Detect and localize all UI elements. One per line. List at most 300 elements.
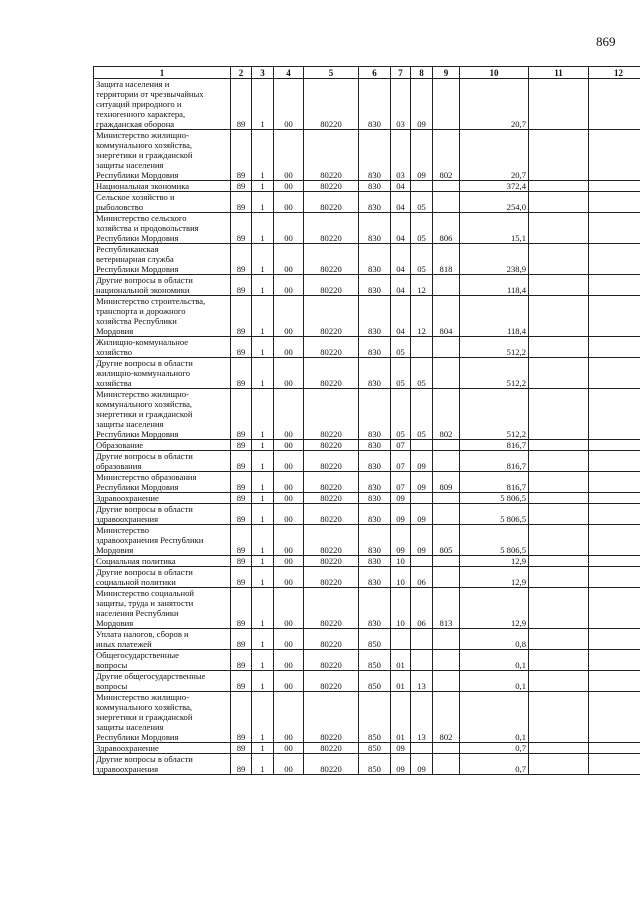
cell-c7: 04 <box>391 244 411 275</box>
empty-cell-c11 <box>529 244 589 275</box>
column-header-9: 9 <box>433 67 460 79</box>
amount-cell: 5 806,5 <box>460 493 529 504</box>
cell-c2: 89 <box>231 671 252 692</box>
cell-c9 <box>433 493 460 504</box>
cell-c6: 830 <box>359 588 391 629</box>
row-name-cell <box>94 181 231 192</box>
empty-cell-c12 <box>589 629 640 650</box>
cell-c8: 13 <box>411 692 433 743</box>
table-row <box>94 296 640 337</box>
row-name-line: Министерство <box>96 525 149 535</box>
cell-c3: 1 <box>252 525 274 556</box>
empty-cell-c11 <box>529 472 589 493</box>
table-row <box>94 754 640 775</box>
cell-c4: 00 <box>274 567 304 588</box>
cell-c7 <box>391 629 411 650</box>
cell-c4: 00 <box>274 192 304 213</box>
row-name-line: Республики Мордовия <box>96 170 179 180</box>
cell-c7: 10 <box>391 588 411 629</box>
cell-c5: 80220 <box>304 192 359 213</box>
cell-c5: 80220 <box>304 130 359 181</box>
cell-c3: 1 <box>252 192 274 213</box>
cell-c4: 00 <box>274 213 304 244</box>
table-row <box>94 192 640 213</box>
cell-c8: 09 <box>411 451 433 472</box>
cell-c7: 09 <box>391 754 411 775</box>
cell-c9 <box>433 629 460 650</box>
cell-c9 <box>433 754 460 775</box>
cell-c7: 03 <box>391 79 411 130</box>
row-name-line: здравоохранения Республики <box>96 535 204 545</box>
cell-c7: 07 <box>391 472 411 493</box>
row-name-line: Министерство жилищно- <box>96 389 189 399</box>
cell-c7: 09 <box>391 504 411 525</box>
empty-cell-c11 <box>529 743 589 754</box>
amount-cell: 816,7 <box>460 472 529 493</box>
row-name-line: Другие вопросы в области <box>96 451 193 461</box>
cell-c9 <box>433 556 460 567</box>
empty-cell-c11 <box>529 650 589 671</box>
empty-cell-c12 <box>589 181 640 192</box>
cell-c2: 89 <box>231 556 252 567</box>
row-name-line: территории от чрезвычайных <box>96 89 204 99</box>
row-name-line: Защита населения и <box>96 79 170 89</box>
cell-c8 <box>411 629 433 650</box>
cell-c5: 80220 <box>304 567 359 588</box>
empty-cell-c11 <box>529 754 589 775</box>
row-name-line: Другие вопросы в области <box>96 504 193 514</box>
cell-c6: 830 <box>359 130 391 181</box>
row-name-line: Сельское хозяйство и <box>96 192 175 202</box>
amount-cell: 5 806,5 <box>460 525 529 556</box>
amount-cell: 816,7 <box>460 451 529 472</box>
cell-c9: 805 <box>433 525 460 556</box>
cell-c2: 89 <box>231 79 252 130</box>
cell-c9 <box>433 671 460 692</box>
cell-c4: 00 <box>274 692 304 743</box>
row-name-line: Здравоохранение <box>96 493 159 503</box>
cell-c7: 04 <box>391 181 411 192</box>
amount-cell: 12,9 <box>460 567 529 588</box>
cell-c4: 00 <box>274 650 304 671</box>
cell-c8 <box>411 743 433 754</box>
cell-c8: 12 <box>411 275 433 296</box>
cell-c7: 04 <box>391 213 411 244</box>
table-row <box>94 451 640 472</box>
cell-c4: 00 <box>274 556 304 567</box>
table-row <box>94 650 640 671</box>
amount-cell: 512,2 <box>460 389 529 440</box>
cell-c4: 00 <box>274 79 304 130</box>
amount-cell: 0,8 <box>460 629 529 650</box>
cell-c5: 80220 <box>304 671 359 692</box>
empty-cell-c12 <box>589 337 640 358</box>
row-name-line: хозяйство <box>96 347 133 357</box>
cell-c2: 89 <box>231 181 252 192</box>
amount-cell: 20,7 <box>460 130 529 181</box>
cell-c7: 04 <box>391 192 411 213</box>
table-row <box>94 588 640 629</box>
cell-c9 <box>433 192 460 213</box>
cell-c2: 89 <box>231 588 252 629</box>
row-name-line: энергетики и гражданской <box>96 712 193 722</box>
cell-c2: 89 <box>231 451 252 472</box>
empty-cell-c12 <box>589 451 640 472</box>
cell-c6: 830 <box>359 244 391 275</box>
cell-c4: 00 <box>274 504 304 525</box>
cell-c8 <box>411 556 433 567</box>
empty-cell-c11 <box>529 181 589 192</box>
row-name-line: хозяйства и продовольствия <box>96 223 199 233</box>
cell-c4: 00 <box>274 472 304 493</box>
cell-c7: 01 <box>391 650 411 671</box>
amount-cell: 0,7 <box>460 743 529 754</box>
row-name-cell <box>94 629 231 650</box>
page-number: 869 <box>596 34 616 49</box>
cell-c9 <box>433 79 460 130</box>
cell-c8: 06 <box>411 567 433 588</box>
cell-c9 <box>433 650 460 671</box>
cell-c8: 05 <box>411 358 433 389</box>
row-name-cell <box>94 692 231 743</box>
cell-c6: 830 <box>359 525 391 556</box>
row-name-line: социальной политики <box>96 577 176 587</box>
cell-c8: 09 <box>411 472 433 493</box>
table-row <box>94 525 640 556</box>
empty-cell-c12 <box>589 275 640 296</box>
row-name-line: образования <box>96 461 142 471</box>
cell-c2: 89 <box>231 493 252 504</box>
cell-c6: 850 <box>359 650 391 671</box>
cell-c8 <box>411 181 433 192</box>
budget-table <box>93 66 640 775</box>
table-header-row <box>94 67 640 79</box>
cell-c4: 00 <box>274 451 304 472</box>
cell-c5: 80220 <box>304 440 359 451</box>
cell-c7: 07 <box>391 440 411 451</box>
cell-c6: 830 <box>359 79 391 130</box>
empty-cell-c11 <box>529 79 589 130</box>
table-row <box>94 671 640 692</box>
cell-c5: 80220 <box>304 358 359 389</box>
cell-c3: 1 <box>252 79 274 130</box>
row-name-line: ветеринарная служба <box>96 254 174 264</box>
table-row <box>94 504 640 525</box>
cell-c9 <box>433 504 460 525</box>
row-name-line: вопросы <box>96 660 128 670</box>
table-row <box>94 275 640 296</box>
row-name-line: коммунального хозяйства, <box>96 140 193 150</box>
cell-c3: 1 <box>252 244 274 275</box>
row-name-line: Другие вопросы в области <box>96 275 193 285</box>
cell-c6: 850 <box>359 743 391 754</box>
row-name-line: вопросы <box>96 681 128 691</box>
cell-c5: 80220 <box>304 389 359 440</box>
cell-c6: 830 <box>359 504 391 525</box>
cell-c4: 00 <box>274 296 304 337</box>
empty-cell-c11 <box>529 440 589 451</box>
cell-c3: 1 <box>252 692 274 743</box>
cell-c3: 1 <box>252 567 274 588</box>
empty-cell-c12 <box>589 743 640 754</box>
cell-c3: 1 <box>252 743 274 754</box>
cell-c5: 80220 <box>304 181 359 192</box>
row-name-line: коммунального хозяйства, <box>96 702 193 712</box>
cell-c6: 830 <box>359 556 391 567</box>
empty-cell-c12 <box>589 692 640 743</box>
cell-c8: 09 <box>411 754 433 775</box>
empty-cell-c12 <box>589 440 640 451</box>
row-name-cell <box>94 525 231 556</box>
row-name-line: техногенного характера, <box>96 109 186 119</box>
empty-cell-c11 <box>529 296 589 337</box>
cell-c6: 830 <box>359 358 391 389</box>
column-header-8: 8 <box>411 67 433 79</box>
empty-cell-c12 <box>589 504 640 525</box>
amount-cell: 512,2 <box>460 337 529 358</box>
row-name-cell <box>94 567 231 588</box>
cell-c8 <box>411 337 433 358</box>
cell-c4: 00 <box>274 629 304 650</box>
cell-c8: 05 <box>411 244 433 275</box>
cell-c2: 89 <box>231 567 252 588</box>
cell-c5: 80220 <box>304 556 359 567</box>
cell-c3: 1 <box>252 181 274 192</box>
column-header-2: 2 <box>231 67 252 79</box>
empty-cell-c11 <box>529 556 589 567</box>
empty-cell-c11 <box>529 493 589 504</box>
cell-c3: 1 <box>252 504 274 525</box>
cell-c7: 01 <box>391 671 411 692</box>
cell-c4: 00 <box>274 389 304 440</box>
cell-c4: 00 <box>274 181 304 192</box>
table-row <box>94 472 640 493</box>
cell-c5: 80220 <box>304 650 359 671</box>
row-name-cell <box>94 192 231 213</box>
amount-cell: 0,7 <box>460 754 529 775</box>
cell-c3: 1 <box>252 671 274 692</box>
row-name-line: Республиканская <box>96 244 159 254</box>
cell-c7: 10 <box>391 556 411 567</box>
cell-c9: 804 <box>433 296 460 337</box>
row-name-line: Республики Мордовия <box>96 732 179 742</box>
cell-c4: 00 <box>274 358 304 389</box>
row-name-line: здравоохранения <box>96 514 159 524</box>
cell-c9: 802 <box>433 130 460 181</box>
empty-cell-c11 <box>529 213 589 244</box>
cell-c9 <box>433 567 460 588</box>
empty-cell-c12 <box>589 493 640 504</box>
row-name-line: защиты населения <box>96 160 164 170</box>
row-name-cell <box>94 556 231 567</box>
row-name-line: ситуаций природного и <box>96 99 182 109</box>
cell-c9 <box>433 337 460 358</box>
column-header-1: 1 <box>94 67 231 79</box>
amount-cell: 15,1 <box>460 213 529 244</box>
empty-cell-c12 <box>589 754 640 775</box>
empty-cell-c12 <box>589 588 640 629</box>
table-row <box>94 389 640 440</box>
row-name-line: Республики Мордовия <box>96 482 179 492</box>
table-row <box>94 213 640 244</box>
cell-c3: 1 <box>252 296 274 337</box>
cell-c8: 05 <box>411 192 433 213</box>
table-row <box>94 337 640 358</box>
row-name-line: Министерство сельского <box>96 213 187 223</box>
table-row <box>94 567 640 588</box>
row-name-line: транспорта и дорожного <box>96 306 186 316</box>
cell-c8: 09 <box>411 130 433 181</box>
cell-c7: 05 <box>391 389 411 440</box>
table-row <box>94 130 640 181</box>
row-name-line: Республики Мордовия <box>96 233 179 243</box>
empty-cell-c12 <box>589 213 640 244</box>
cell-c3: 1 <box>252 754 274 775</box>
cell-c9: 806 <box>433 213 460 244</box>
row-name-line: жилищно-коммунального <box>96 368 191 378</box>
table-row <box>94 556 640 567</box>
cell-c3: 1 <box>252 275 274 296</box>
cell-c8: 06 <box>411 588 433 629</box>
row-name-cell <box>94 79 231 130</box>
cell-c5: 80220 <box>304 79 359 130</box>
cell-c3: 1 <box>252 130 274 181</box>
empty-cell-c12 <box>589 525 640 556</box>
cell-c8 <box>411 650 433 671</box>
column-header-11: 11 <box>529 67 589 79</box>
cell-c2: 89 <box>231 650 252 671</box>
cell-c4: 00 <box>274 275 304 296</box>
row-name-cell <box>94 389 231 440</box>
row-name-line: иных платежей <box>96 639 152 649</box>
table-row <box>94 743 640 754</box>
empty-cell-c11 <box>529 525 589 556</box>
empty-cell-c12 <box>589 671 640 692</box>
row-name-cell <box>94 671 231 692</box>
cell-c2: 89 <box>231 192 252 213</box>
table-body <box>94 79 640 775</box>
row-name-line: гражданская оборона <box>96 119 175 129</box>
row-name-line: национальной экономики <box>96 285 190 295</box>
row-name-cell <box>94 451 231 472</box>
empty-cell-c12 <box>589 650 640 671</box>
row-name-line: защиты, труда и занятости <box>96 598 194 608</box>
table-row <box>94 692 640 743</box>
row-name-cell <box>94 440 231 451</box>
cell-c4: 00 <box>274 493 304 504</box>
row-name-cell <box>94 213 231 244</box>
empty-cell-c12 <box>589 244 640 275</box>
cell-c7: 10 <box>391 567 411 588</box>
row-name-line: Мордовия <box>96 326 134 336</box>
cell-c5: 80220 <box>304 743 359 754</box>
column-header-5: 5 <box>304 67 359 79</box>
cell-c5: 80220 <box>304 692 359 743</box>
cell-c6: 830 <box>359 337 391 358</box>
cell-c4: 00 <box>274 130 304 181</box>
cell-c2: 89 <box>231 130 252 181</box>
row-name-cell <box>94 754 231 775</box>
empty-cell-c11 <box>529 192 589 213</box>
column-header-6: 6 <box>359 67 391 79</box>
row-name-line: Жилищно-коммунальное <box>96 337 189 347</box>
cell-c7: 09 <box>391 525 411 556</box>
cell-c5: 80220 <box>304 754 359 775</box>
cell-c9: 818 <box>433 244 460 275</box>
row-name-line: Мордовия <box>96 618 134 628</box>
cell-c9: 813 <box>433 588 460 629</box>
cell-c6: 830 <box>359 192 391 213</box>
cell-c2: 89 <box>231 754 252 775</box>
cell-c7: 03 <box>391 130 411 181</box>
cell-c6: 850 <box>359 671 391 692</box>
cell-c5: 80220 <box>304 451 359 472</box>
empty-cell-c11 <box>529 358 589 389</box>
cell-c8: 13 <box>411 671 433 692</box>
table-row <box>94 181 640 192</box>
amount-cell: 372,4 <box>460 181 529 192</box>
row-name-cell <box>94 244 231 275</box>
table-row <box>94 629 640 650</box>
amount-cell: 0,1 <box>460 692 529 743</box>
empty-cell-c11 <box>529 451 589 472</box>
cell-c6: 830 <box>359 472 391 493</box>
cell-c5: 80220 <box>304 504 359 525</box>
empty-cell-c12 <box>589 130 640 181</box>
cell-c6: 830 <box>359 213 391 244</box>
cell-c9 <box>433 451 460 472</box>
row-name-cell <box>94 358 231 389</box>
cell-c5: 80220 <box>304 493 359 504</box>
cell-c8: 05 <box>411 389 433 440</box>
row-name-line: Министерство жилищно- <box>96 692 189 702</box>
cell-c8 <box>411 493 433 504</box>
cell-c6: 830 <box>359 567 391 588</box>
cell-c6: 830 <box>359 389 391 440</box>
cell-c3: 1 <box>252 440 274 451</box>
row-name-cell <box>94 588 231 629</box>
empty-cell-c11 <box>529 389 589 440</box>
empty-cell-c12 <box>589 472 640 493</box>
cell-c3: 1 <box>252 472 274 493</box>
row-name-line: рыболовство <box>96 202 144 212</box>
column-header-7: 7 <box>391 67 411 79</box>
cell-c4: 00 <box>274 588 304 629</box>
cell-c5: 80220 <box>304 275 359 296</box>
row-name-cell <box>94 504 231 525</box>
cell-c8: 09 <box>411 79 433 130</box>
cell-c2: 89 <box>231 213 252 244</box>
cell-c6: 830 <box>359 275 391 296</box>
column-header-3: 3 <box>252 67 274 79</box>
empty-cell-c11 <box>529 337 589 358</box>
empty-cell-c11 <box>529 671 589 692</box>
empty-cell-c12 <box>589 389 640 440</box>
empty-cell-c12 <box>589 567 640 588</box>
row-name-line: Уплата налогов, сборов и <box>96 629 189 639</box>
amount-cell: 118,4 <box>460 296 529 337</box>
cell-c5: 80220 <box>304 629 359 650</box>
cell-c6: 830 <box>359 440 391 451</box>
row-name-line: Другие вопросы в области <box>96 358 193 368</box>
empty-cell-c12 <box>589 79 640 130</box>
row-name-line: Республики Мордовия <box>96 264 179 274</box>
cell-c3: 1 <box>252 493 274 504</box>
cell-c8: 09 <box>411 504 433 525</box>
cell-c6: 830 <box>359 451 391 472</box>
cell-c3: 1 <box>252 451 274 472</box>
cell-c4: 00 <box>274 337 304 358</box>
